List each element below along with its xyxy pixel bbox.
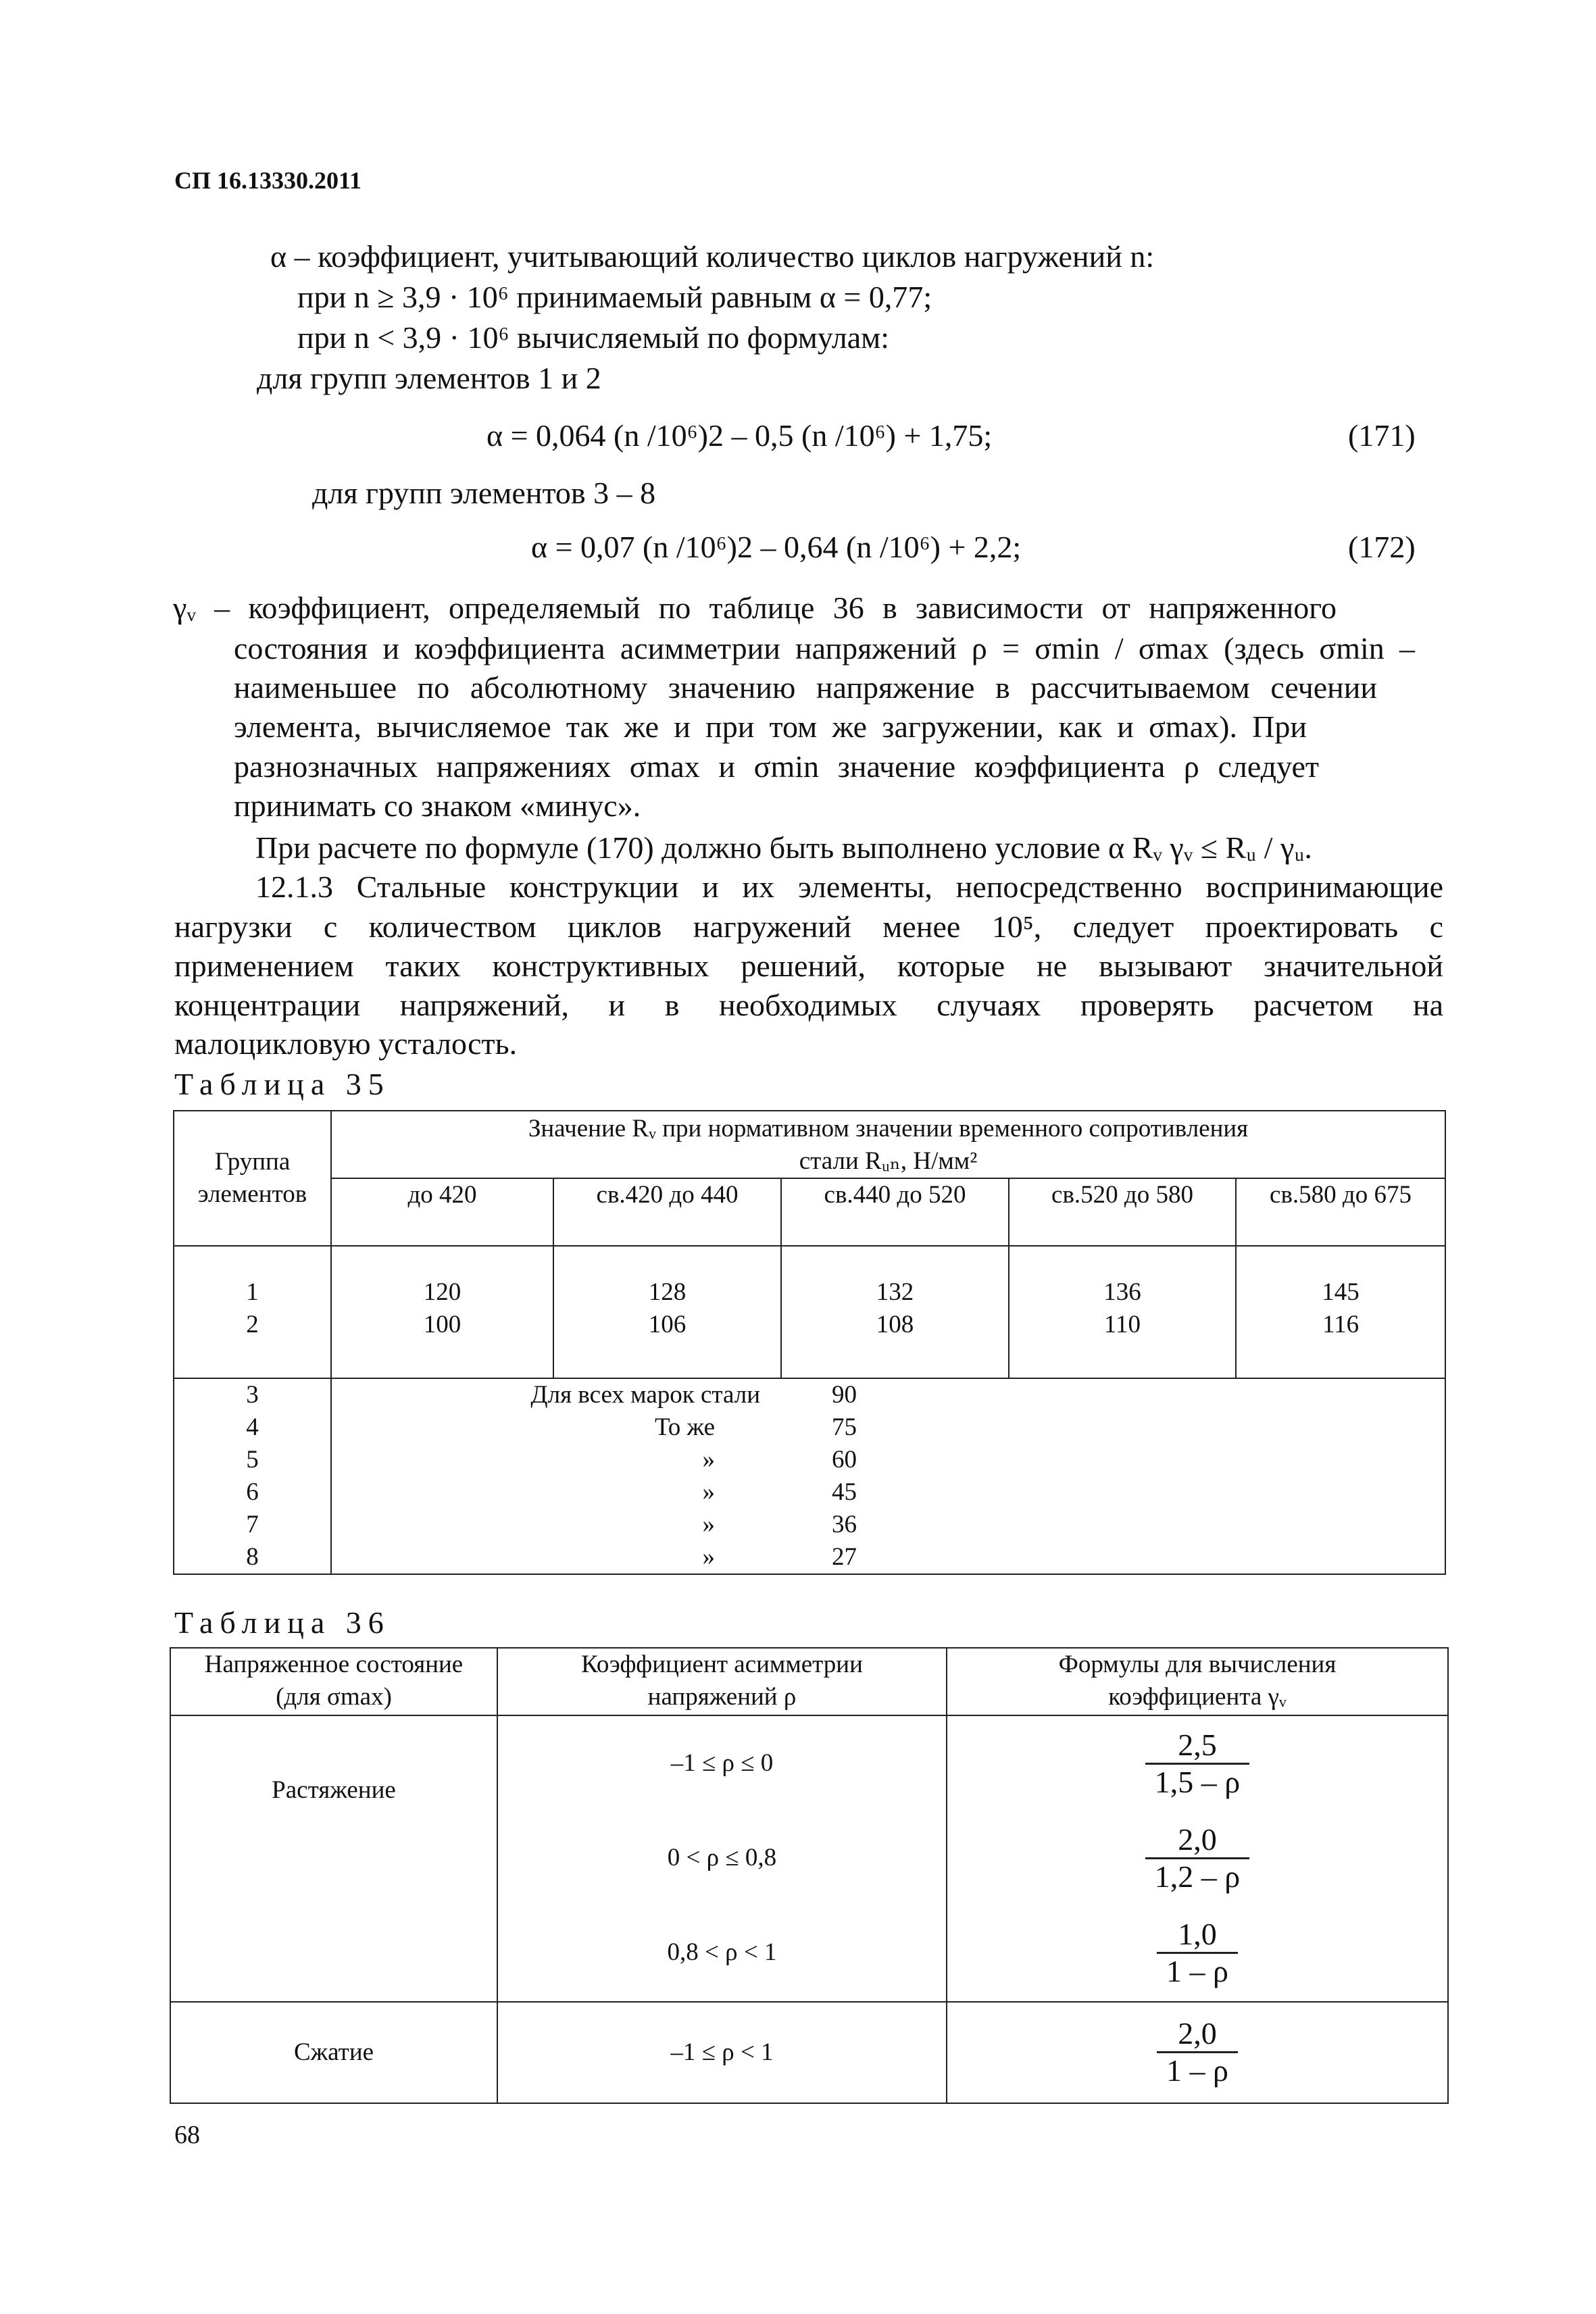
page-number: 68 xyxy=(174,2121,200,2149)
row-value: 90 xyxy=(832,1381,857,1409)
group-value: 2 xyxy=(246,1311,259,1338)
group-cell xyxy=(174,1378,331,1574)
span-header-line-2: стали Rᵤₙ, Н/мм² xyxy=(799,1147,978,1175)
column-header: св.580 до 675 xyxy=(1236,1178,1445,1246)
section-line-4: концентрации напряжений, и в необходимых случаях проверять расчетом на xyxy=(174,988,1443,1022)
condition-line: При расчете по формуле (170) должно быть выполнено условие α Rᵥ γᵥ ≤ Rᵤ / γᵤ. xyxy=(255,830,1312,865)
fraction xyxy=(1145,1822,1249,1894)
column-header: св.440 до 520 xyxy=(781,1178,1009,1246)
value-cell xyxy=(331,1246,553,1378)
header-state: Напряженное состояние (для σmax) xyxy=(170,1648,497,1715)
table-35 xyxy=(173,1110,1446,1575)
value-cell xyxy=(781,1246,1009,1378)
gamma-line-4: элемента, вычисляемое так же и при том же загружении, как и σmax). При xyxy=(234,709,1307,744)
range: –1 ≤ ρ < 1 xyxy=(497,2002,947,2103)
value-cell xyxy=(1236,1246,1445,1378)
table-value: 106 xyxy=(648,1311,687,1338)
group-value: 1 xyxy=(246,1278,259,1306)
tension-cell: Растяжение xyxy=(170,1715,497,2002)
range: 0 < ρ ≤ 0,8 xyxy=(667,1844,777,1871)
table36-label: Таблица 36 xyxy=(174,1605,391,1640)
document-code: СП 16.13330.2011 xyxy=(174,167,362,194)
span-header xyxy=(331,1111,1445,1178)
value-cell xyxy=(553,1246,781,1378)
fraction xyxy=(1157,2016,1238,2088)
group-value: 5 xyxy=(246,1446,259,1474)
group-value: 4 xyxy=(246,1413,259,1441)
fraction-denominator: 1 – ρ xyxy=(1166,1953,1228,1988)
lower-rows-cell xyxy=(331,1378,1445,1574)
fraction-numerator: 2,0 xyxy=(1157,2016,1238,2053)
table-value: 128 xyxy=(648,1278,687,1306)
header-formula: Формулы для вычисления коэффициента γᵥ xyxy=(947,1648,1448,1715)
column-header: св.420 до 440 xyxy=(553,1178,781,1246)
group-value: 8 xyxy=(246,1543,259,1571)
fraction-numerator: 1,0 xyxy=(1157,1917,1238,1954)
fraction xyxy=(1145,1728,1249,1800)
group-value: 6 xyxy=(246,1478,259,1506)
span-header-line-1: Значение Rᵥ при нормативном значении временного сопротивления xyxy=(528,1115,1249,1142)
table-value: 108 xyxy=(876,1311,914,1338)
column-header: до 420 xyxy=(331,1178,553,1246)
table-value: 136 xyxy=(1103,1278,1141,1306)
fraction xyxy=(1157,1917,1238,1989)
column-header: св.520 до 580 xyxy=(1009,1178,1236,1246)
table-value: 110 xyxy=(1103,1311,1141,1338)
table-value: 145 xyxy=(1322,1278,1360,1306)
alpha-case2: при n < 3,9 · 10⁶ вычисляемый по формулам: xyxy=(297,320,890,355)
row-desc: Для всех марок стали xyxy=(530,1381,761,1409)
row-desc: » xyxy=(702,1511,716,1538)
table-value: 116 xyxy=(1322,1311,1360,1338)
table-value: 120 xyxy=(423,1278,462,1306)
section-line-1: 12.1.3 Стальные конструкции и их элементы, непосредственно воспринимающие xyxy=(255,870,1443,904)
value-cell xyxy=(1009,1246,1236,1378)
section-line-2: нагрузки с количеством циклов нагружений менее 10⁵, следует проектировать с xyxy=(174,909,1443,944)
group-header: Группа элементов xyxy=(174,1111,331,1246)
row-desc: » xyxy=(702,1478,716,1506)
alpha-group38: для групп элементов 3 – 8 xyxy=(312,476,656,510)
fraction-denominator: 1 – ρ xyxy=(1166,2053,1228,2088)
fraction-denominator: 1,5 – ρ xyxy=(1154,1764,1241,1799)
row-desc: » xyxy=(702,1446,716,1474)
section-line-5: малоцикловую усталость. xyxy=(174,1026,518,1061)
gamma-line-5: разнозначных напряжениях σmax и σmin значение коэффициента ρ следует xyxy=(234,749,1319,784)
row-value: 75 xyxy=(832,1413,857,1441)
gamma-line-2: состояния и коэффициента асимметрии напряжений ρ = σmin / σmax (здесь σmin – xyxy=(234,631,1415,665)
formula-171: α = 0,064 (n /10⁶)2 – 0,5 (n /10⁶) + 1,75; xyxy=(487,418,993,453)
range: 0,8 < ρ < 1 xyxy=(667,1938,777,1966)
row-desc: » xyxy=(702,1543,716,1571)
row-value: 27 xyxy=(832,1543,857,1571)
group-cell xyxy=(174,1246,331,1378)
alpha-case1: при n ≥ 3,9 · 10⁶ принимаемый равным α = 0,77; xyxy=(297,280,932,314)
group-value: 3 xyxy=(246,1381,259,1409)
section-line-3: применением таких конструктивных решений, которые не вызывают значительной xyxy=(174,949,1443,983)
table35-label: Таблица 35 xyxy=(174,1067,391,1101)
gamma-line-1: γᵥ – коэффициент, определяемый по таблице 36 в зависимости от напряженного xyxy=(173,590,1337,625)
alpha-group12: для групп элементов 1 и 2 xyxy=(257,361,601,395)
fraction-numerator: 2,0 xyxy=(1145,1822,1249,1859)
gamma-line-6: принимать со знаком «минус». xyxy=(234,788,641,823)
row-value: 36 xyxy=(832,1511,857,1538)
formula-172: α = 0,07 (n /10⁶)2 – 0,64 (n /10⁶) + 2,2; xyxy=(531,530,1022,564)
fraction-numerator: 2,5 xyxy=(1145,1728,1249,1765)
formula-171-number: (171) xyxy=(1348,418,1416,453)
row-desc: То же xyxy=(654,1413,716,1441)
formula-172-number: (172) xyxy=(1348,530,1416,564)
formulas-cell xyxy=(947,1715,1448,2002)
alpha-intro: α – коэффициент, учитывающий количество циклов нагружений n: xyxy=(270,239,1155,274)
fraction-denominator: 1,2 – ρ xyxy=(1154,1859,1241,1894)
row-value: 45 xyxy=(832,1478,857,1506)
ranges-cell xyxy=(497,1715,947,2002)
group-value: 7 xyxy=(246,1511,259,1538)
formula-cell xyxy=(947,2002,1448,2103)
table-value: 100 xyxy=(423,1311,462,1338)
table-36 xyxy=(170,1647,1449,2104)
gamma-line-3: наименьшее по абсолютному значению напряжение в рассчитываемом сечении xyxy=(234,670,1377,705)
table-value: 132 xyxy=(876,1278,914,1306)
compression-cell: Сжатие xyxy=(170,2002,497,2103)
row-value: 60 xyxy=(832,1446,857,1474)
range: –1 ≤ ρ ≤ 0 xyxy=(670,1749,774,1777)
header-asymmetry: Коэффициент асимметрии напряжений ρ xyxy=(497,1648,947,1715)
